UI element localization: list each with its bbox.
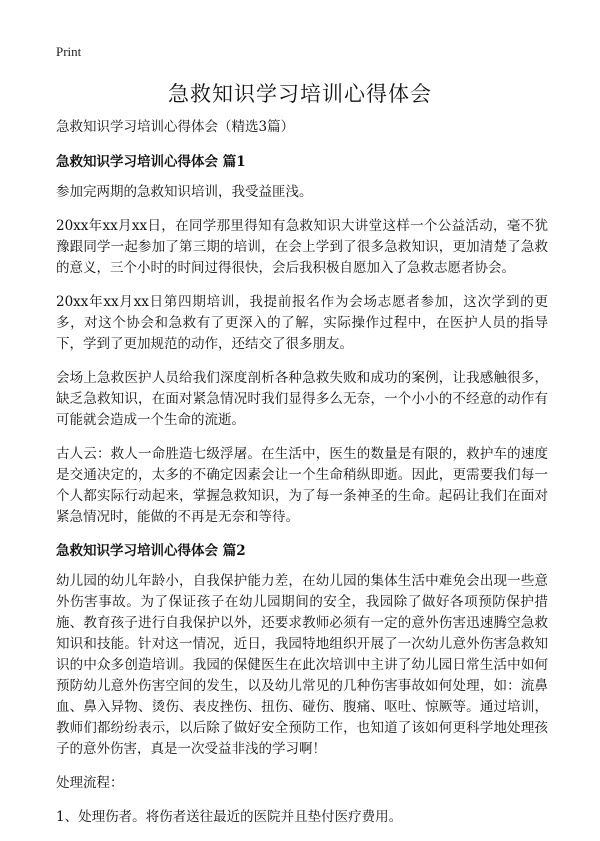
document-body xyxy=(56,117,548,841)
paragraph: 会场上急救医护人员给我们深度剖析各种急救失败和成功的案例，让我感触很多，缺乏急救知识，在面对紧急情况时我们显得多么无奈，一个小小的不经意的动作有可能就会造成一个生命的流逝。 xyxy=(56,370,548,428)
section-heading-1: 急救知识学习培训心得体会 篇1 xyxy=(56,154,246,170)
paragraph: 20xx年xx月xx日，在同学那里得知有急救知识大讲堂这样一个公益活动，毫不犹豫跟同学一起参加了第三期的培训，在会上学到了很多急救知识，更加清楚了急救的意义，三个小时的时间过得很快，会后我积极自愿加入了急救志愿者协会。 xyxy=(56,218,548,276)
paragraph: 参加完两期的急救知识培训，我受益匪浅。 xyxy=(56,184,313,200)
section-heading-2: 急救知识学习培训心得体会 篇2 xyxy=(56,543,246,559)
paragraph: 处理流程： xyxy=(56,775,124,791)
document-subtitle: 急救知识学习培训心得体会（精选3篇） xyxy=(56,119,295,135)
page-title: 急救知识学习培训心得体会 xyxy=(168,82,432,106)
paragraph: 幼儿园的幼儿年龄小，自我保护能力差，在幼儿园的集体生活中难免会出现一些意外伤害事故。为了保证孩子在幼儿园期间的安全，我园除了做好各项预防保护措施、教育孩子进行自我保护以外，还要求教师必须有一定的意外伤害迅速腾空急救知识和技能。针对这一情况，近日，我园特地组织开展了一次幼儿意外伤害急救知识的中众多创造培训。我园的保健医生在此次培训中主讲了幼儿园日常生活中如何预防幼儿意外伤害空间的发生，以及幼儿常见的几种伤害事故如何处理，如：流鼻血、鼻入异物、烫伤、表皮挫伤、扭伤、碰伤、腹痛、呕吐、惊厥等。通过培训，教师们都纷纷表示，以后除了做好安全预防工作，也知道了该如何更科学地处理孩子的意外伤害，真是一次受益非浅的学习啊！ xyxy=(56,573,548,757)
paragraph: 古人云：救人一命胜造七级浮屠。在生活中，医生的数量是有限的，救护车的速度是交通决定的，太多的不确定因素会让一个生命稍纵即逝。因此，更需要我们每一个人都实际行动起来，掌握急救知识，为了每一条神圣的生命。起码让我们在面对紧急情况时，能做的不再是无奈和等待。 xyxy=(56,446,548,525)
paragraph: 1、处理伤者。将伤者送往最近的医院并且垫付医疗费用。 xyxy=(56,809,403,825)
print-link[interactable]: Print xyxy=(56,44,82,59)
paragraph: 20xx年xx月xx日第四期培训，我提前报名作为会场志愿者参加，这次学到的更多，对这个协会和急救有了更深入的了解，实际操作过程中，在医护人员的指导下，学到了更加规范的动作，还结交了很多朋友。 xyxy=(56,294,548,352)
